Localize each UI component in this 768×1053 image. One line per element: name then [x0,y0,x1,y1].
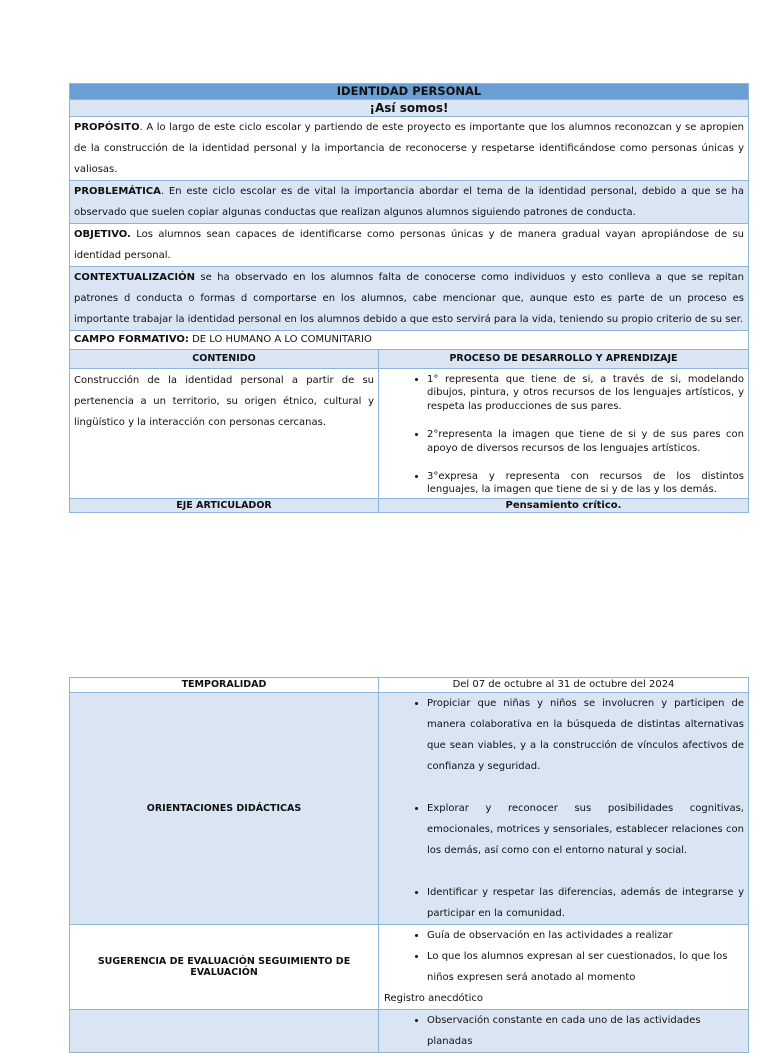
proposito-text: . A lo largo de este ciclo escolar y partiendo de este proyecto es importante que los alumnos reconozcan y se apropien de la construcción de la identidad personal y la importancia de reconocerse y respetarse identificándose como personas únicas y valiosas. [74,122,745,175]
temporalidad-value: Del 07 de octubre al 31 de octubre del 2024 [379,678,749,693]
campo-formativo-row [70,331,749,350]
campo-label: CAMPO FORMATIVO: [74,334,189,345]
eje-label: EJE ARTICULADOR [70,498,379,512]
planeacion-table [69,677,749,1053]
project-title: IDENTIDAD PERSONAL [70,84,749,100]
proceso-item-2: • 2°representa la imagen que tiene de si y de sus pares con apoyo de diversos recursos de los lenguajes artísticos. [427,428,744,455]
orientaciones-label: ORIENTACIONES DIDÁCTICAS [70,693,379,925]
contenido-header: CONTENIDO [70,350,379,369]
proceso-header: PROCESO DE DESARROLLO Y APRENDIZAJE [379,350,749,369]
problematica-text: . En este ciclo escolar es de vital la importancia abordar el tema de la identidad personal, debido a que se ha observado que suelen copiar algunas conductas que realizan algunos alumnos siguiendo patrones de conducta. [74,186,745,218]
proposito-label: PROPÓSITO [74,122,140,133]
evaluacion-cell [379,925,749,1010]
last-row-label [70,1010,379,1053]
evaluacion-item-1: • Guía de observación en las actividades a realizar [427,925,744,946]
eje-value: Pensamiento crítico. [379,498,749,512]
observacion-item-1: • Observación constante en cada uno de las actividades planadas [427,1010,744,1052]
objetivo-text: Los alumnos sean capaces de identificarse como personas únicas y de manera gradual vayan apropiándose de su identidad personal. [74,229,745,261]
proposito-row [70,117,749,181]
problematica-row [70,181,749,224]
contextualizacion-row [70,267,749,331]
orientaciones-cell [379,693,749,925]
orientacion-item-1: • Propiciar que niñas y niños se involucren y participen de manera colaborativa en la búsqueda de distintas alternativas que sean viables, y a la construcción de vínculos afectivos de confianza y seguridad. [427,693,744,777]
contenido-cell: Construcción de la identidad personal a partir de su pertenencia a un territorio, su origen étnico, cultural y lingüístico y la interacción con personas cercanas. [70,369,379,499]
identidad-personal-table [69,83,749,513]
project-subtitle: ¡Así somos! [70,100,749,117]
objetivo-label: OBJETIVO. [74,229,131,240]
proceso-cell [379,369,749,499]
contexto-text: se ha observado en los alumnos falta de conocerse como individuos y esto conlleva a que se repitan patrones d conducta o formas d comportarse en los alumnos, cabe mencionar que, aunque esto es parte de un proceso es importante trabajar la identidad personal en los alumnos debido a que esto servirá para la vida, teniendo su propio criterio de su ser. [74,272,745,325]
evaluacion-item-2: • Lo que los alumnos expresan al ser cuestionados, lo que los niños expresen será anotado al momento [427,946,744,988]
proceso-item-3: • 3°expresa y representa con recursos de los distintos lenguajes, la imagen que tiene de si y de las y los demás. [427,470,744,497]
temporalidad-label: TEMPORALIDAD [70,678,379,693]
contexto-label: CONTEXTUALIZACIÓN [74,272,195,283]
last-row-cell [379,1010,749,1053]
evaluacion-label: SUGERENCIA DE EVALUACIÓN SEGUIMIENTO DE EVALUACIÓN [70,925,379,1010]
orientacion-item-2: • Explorar y reconocer sus posibilidades cognitivas, emocionales, motrices y sensoriales, establecer relaciones con los demás, así como con el entorno natural y social. [427,798,744,861]
proceso-item-1: • 1° representa que tiene de si, a través de si, modelando dibujos, pintura, y otros recursos de los lenguajes artísticos, y respeta las producciones de sus pares. [427,373,744,413]
problematica-label: PROBLEMÁTICA [74,186,161,197]
orientacion-item-3: • Identificar y respetar las diferencias, además de integrarse y participar en la comunidad. [427,882,744,924]
evaluacion-note: Registro anecdótico [384,993,483,1004]
campo-text: DE LO HUMANO A LO COMUNITARIO [188,334,372,345]
objetivo-row [70,224,749,267]
